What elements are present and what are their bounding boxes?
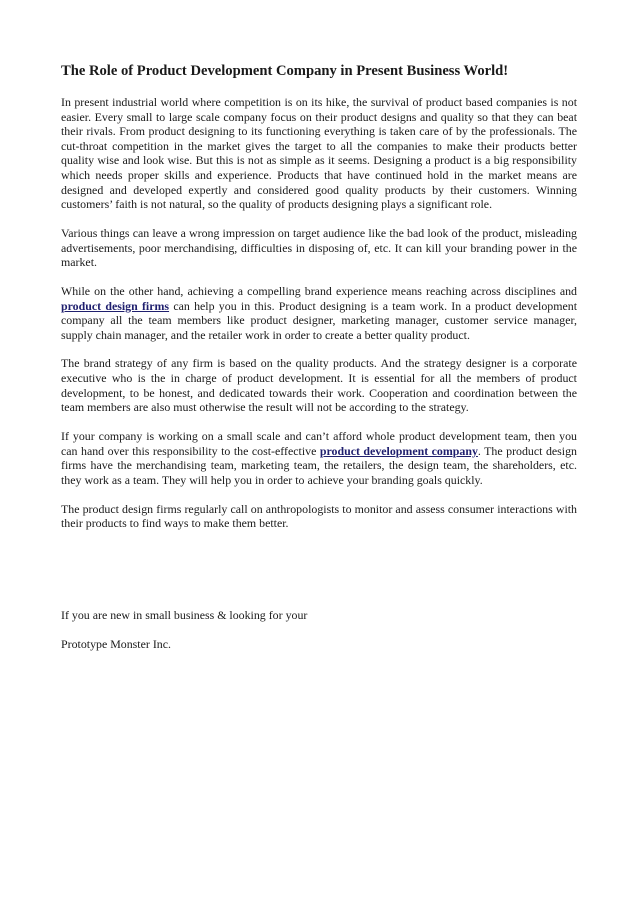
paragraph-text: . The product design firms have the merchandising team, marketing team, the retailers, the design team, the shareholders, etc. they work as a team. They will help you in order to achieve your branding goals quickly. — [61, 443, 577, 487]
paragraph-intro: In present industrial world where competition is on its hike, the survival of product based companies is not easier. Every small to large scale company focus on their product designs and quality so that they can beat their rivals. From product designing to its functioning everything is taken care of by the professionals. The cut-throat competition in the market gives the target to all the companies to make their products better quality wise and look wise. But this is not as simple as it seems. Designing a product is a big responsibility which needs proper skills and experience. Products that have continued hold in the market means are designed and developed expertly and considered good quality products by their customers. Winning customers’ faith is not natural, so the quality of products designing plays a significant role. — [61, 95, 577, 212]
document-title: The Role of Product Development Company in Present Business World! — [61, 63, 509, 79]
paragraph-wrong-impression: Various things can leave a wrong impression on target audience like the bad look of the product, misleading advertisements, poor merchandising, difficulties in disposing of, etc. It can kill your branding power in the market. — [61, 225, 577, 270]
paragraph-text: While on the other hand, achieving a compelling brand experience means reaching across disciplines and — [61, 283, 577, 298]
paragraph-small-business: If you are new in small business & looking for your — [61, 607, 308, 622]
company-name: Prototype Monster Inc. — [61, 636, 171, 651]
paragraph-text: If your company is working on a small scale and can’t afford whole product development team, then you can hand over this responsibility to the cost-effective — [61, 429, 577, 458]
product-design-firms-link[interactable]: product design firms — [61, 298, 170, 313]
paragraph-brand-experience — [61, 284, 577, 342]
paragraph-anthropologists: The product design firms regularly call on anthropologists to monitor and assess consumer interactions with their products to find ways to make them better. — [61, 501, 577, 531]
paragraph-text: can help you in this. Product designing is a team work. In a product development company all the team members like product designer, marketing manager, customer service manager, supply chain manager, and the retailer work in order to create a better quality product. — [61, 298, 577, 342]
blank-space — [61, 545, 577, 608]
paragraph-brand-strategy: The brand strategy of any firm is based on the quality products. And the strategy designer is a corporate executive who is the in charge of product development. It is essential for all the members of product development, to be honest, and dedicated towards their work. Cooperation and coordination between the team members are also must otherwise the result will not be according to the strategy. — [61, 356, 577, 415]
paragraph-small-scale — [61, 429, 577, 487]
product-development-company-link[interactable]: product development company — [319, 443, 478, 458]
